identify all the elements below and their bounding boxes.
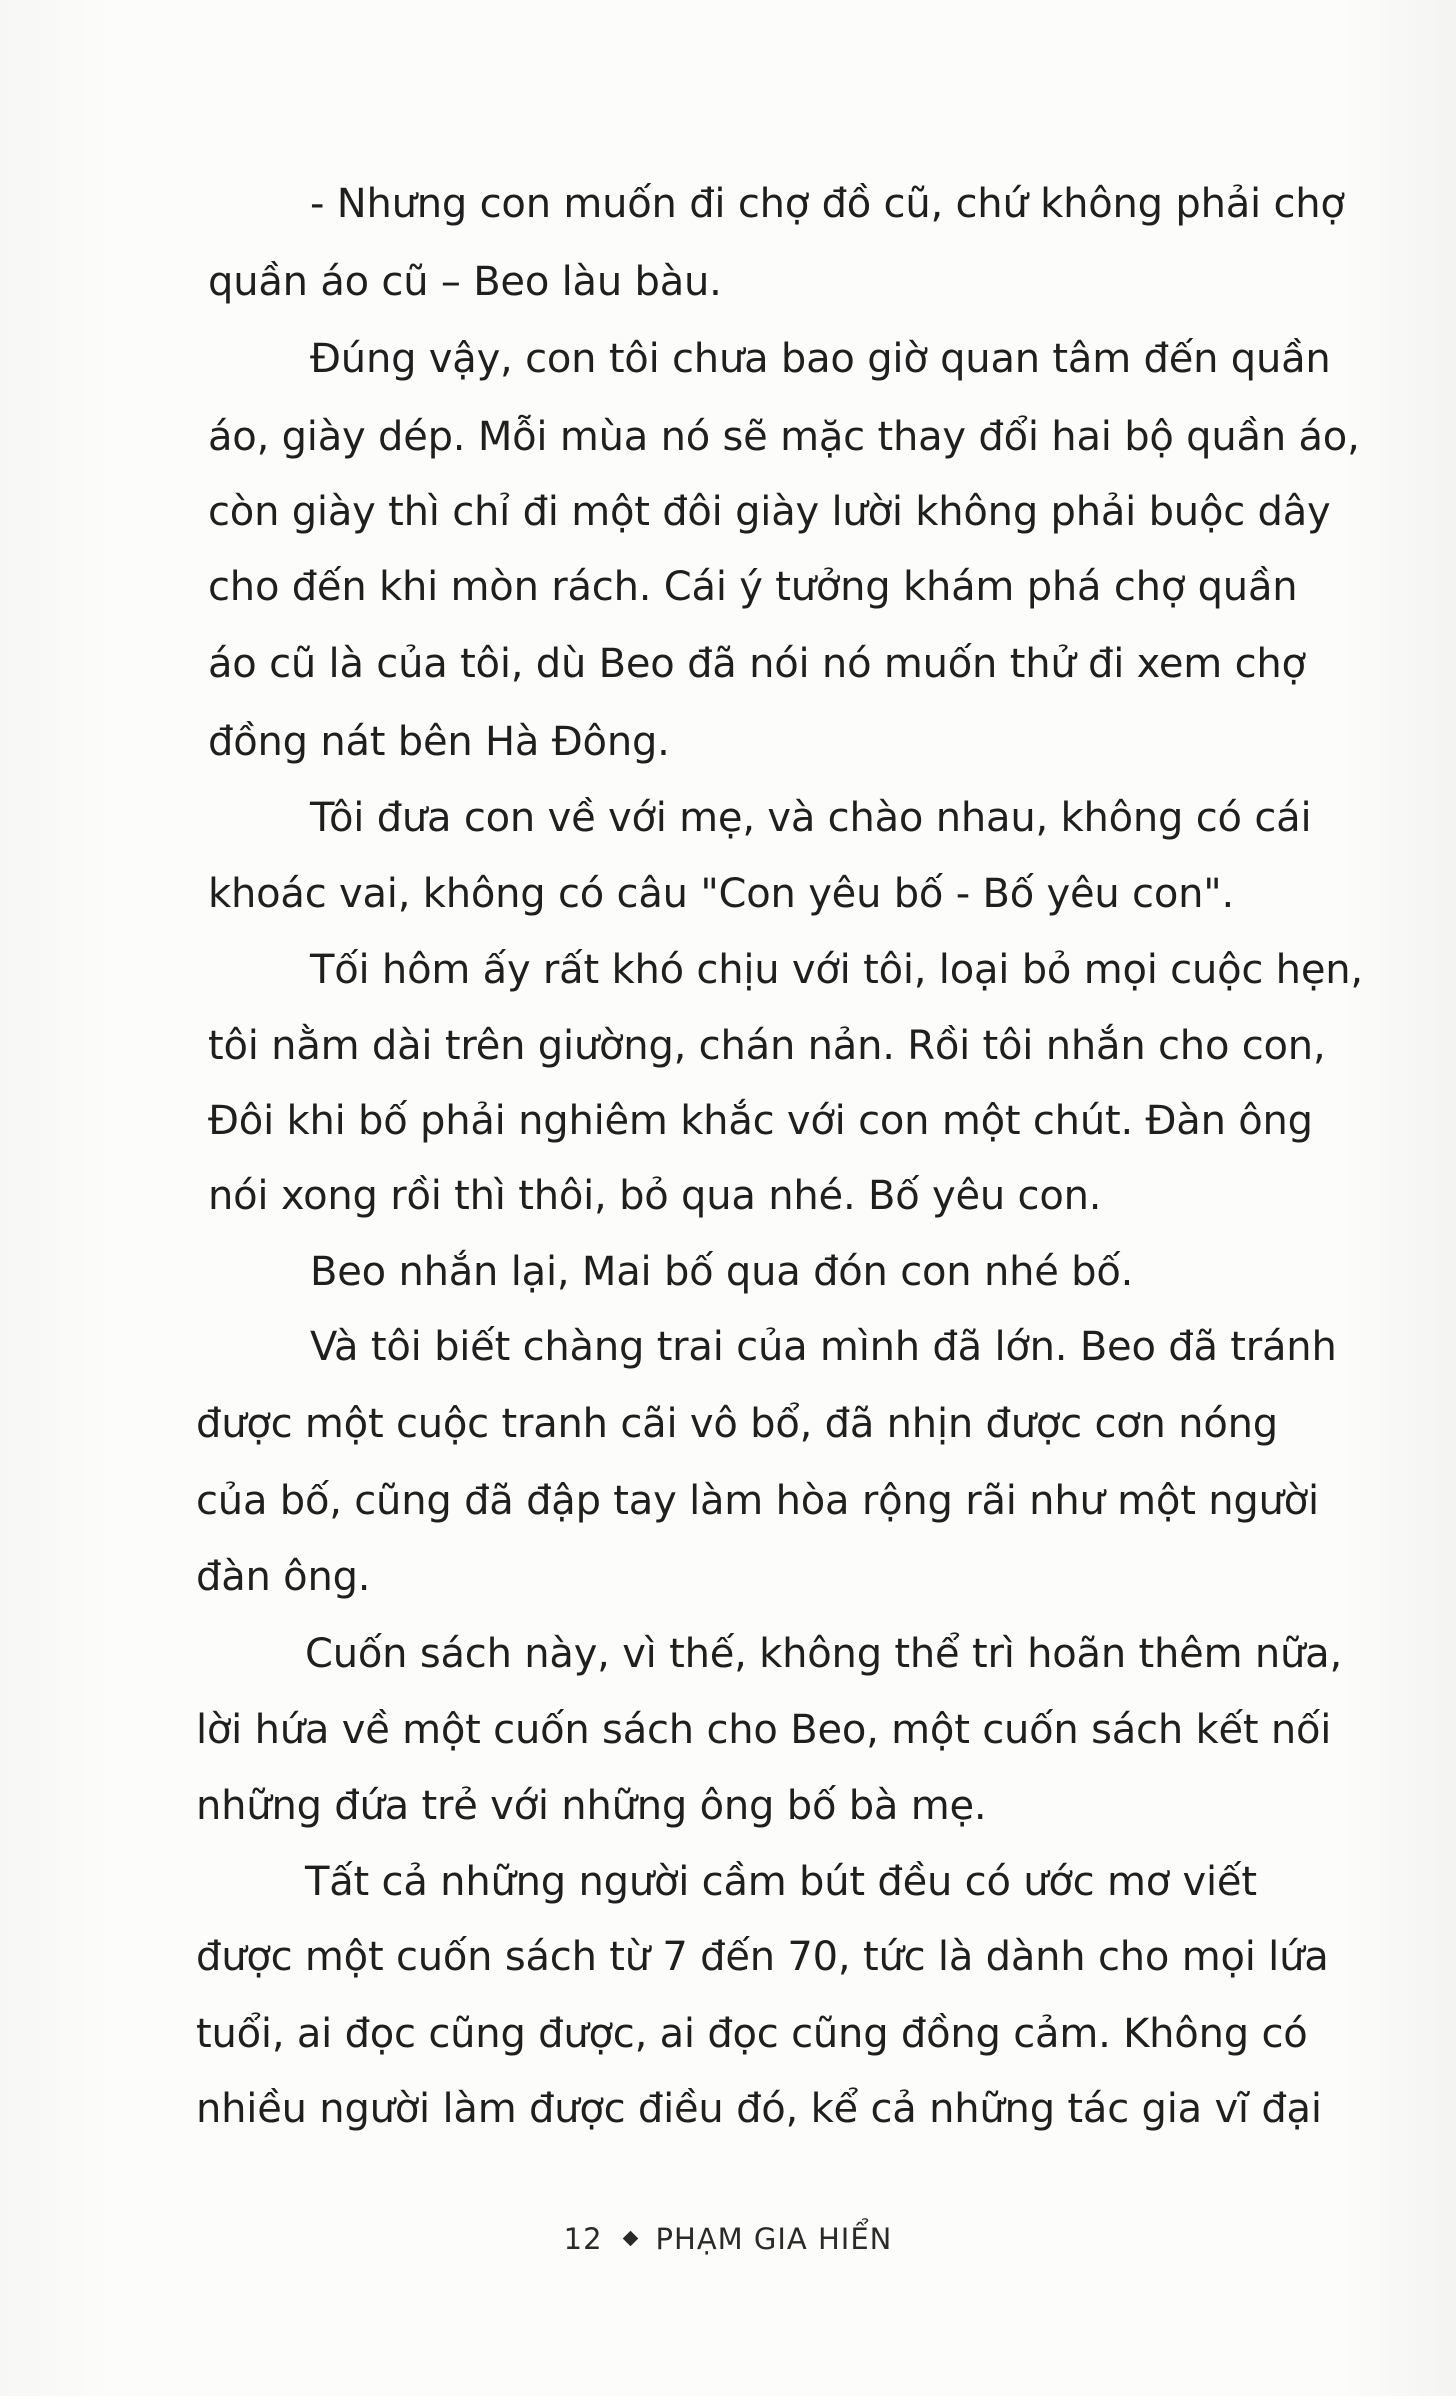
text-line: tôi nằm dài trên giường, chán nản. Rồi tôi nhắn cho con, bbox=[208, 1023, 1326, 1069]
text-line: được một cuộc tranh cãi vô bổ, đã nhịn được cơn nóng bbox=[196, 1401, 1278, 1447]
text-line: nói xong rồi thì thôi, bỏ qua nhé. Bố yêu con. bbox=[208, 1173, 1102, 1219]
text-line: nhiều người làm được điều đó, kể cả những tác gia vĩ đại bbox=[196, 2086, 1322, 2132]
diamond-separator-icon bbox=[622, 2231, 638, 2247]
text-line: Tôi đưa con về với mẹ, và chào nhau, không có cái bbox=[310, 795, 1312, 841]
page-number: 12 bbox=[563, 2222, 603, 2256]
text-line: những đứa trẻ với những ông bố bà mẹ. bbox=[196, 1783, 987, 1829]
text-line: tuổi, ai đọc cũng được, ai đọc cũng đồng cảm. Không có bbox=[196, 2011, 1308, 2057]
text-line: Đôi khi bố phải nghiêm khắc với con một chút. Đàn ông bbox=[208, 1098, 1313, 1144]
text-line: còn giày thì chỉ đi một đôi giày lười không phải buộc dây bbox=[208, 489, 1331, 535]
text-line: áo cũ là của tôi, dù Beo đã nói nó muốn thử đi xem chợ bbox=[208, 641, 1306, 687]
text-line: Và tôi biết chàng trai của mình đã lớn. Beo đã tránh bbox=[310, 1324, 1337, 1370]
text-line: được một cuốn sách từ 7 đến 70, tức là dành cho mọi lứa bbox=[196, 1934, 1329, 1980]
text-line: đồng nát bên Hà Đông. bbox=[208, 719, 670, 765]
text-line: áo, giày dép. Mỗi mùa nó sẽ mặc thay đổi hai bộ quần áo, bbox=[208, 414, 1360, 460]
text-line: Tối hôm ấy rất khó chịu với tôi, loại bỏ mọi cuộc hẹn, bbox=[310, 947, 1363, 993]
text-line: cho đến khi mòn rách. Cái ý tưởng khám phá chợ quần bbox=[208, 564, 1298, 610]
text-line: Tất cả những người cầm bút đều có ước mơ viết bbox=[305, 1859, 1257, 1905]
text-line: - Nhưng con muốn đi chợ đồ cũ, chứ không phải chợ bbox=[310, 181, 1345, 227]
text-line: của bố, cũng đã đập tay làm hòa rộng rãi như một người bbox=[196, 1478, 1319, 1524]
author-name: PHẠM GIA HIỂN bbox=[655, 2222, 893, 2256]
text-line: Đúng vậy, con tôi chưa bao giờ quan tâm đến quần bbox=[310, 336, 1331, 382]
page-footer bbox=[0, 2222, 1456, 2256]
text-line: Cuốn sách này, vì thế, không thể trì hoãn thêm nữa, bbox=[305, 1631, 1342, 1677]
text-line: Beo nhắn lại, Mai bố qua đón con nhé bố. bbox=[310, 1249, 1134, 1295]
text-line: khoác vai, không có câu "Con yêu bố - Bố yêu con". bbox=[208, 871, 1234, 917]
text-line: đàn ông. bbox=[196, 1554, 371, 1600]
text-line: lời hứa về một cuốn sách cho Beo, một cuốn sách kết nối bbox=[196, 1707, 1332, 1753]
text-line: quần áo cũ – Beo làu bàu. bbox=[208, 259, 722, 305]
